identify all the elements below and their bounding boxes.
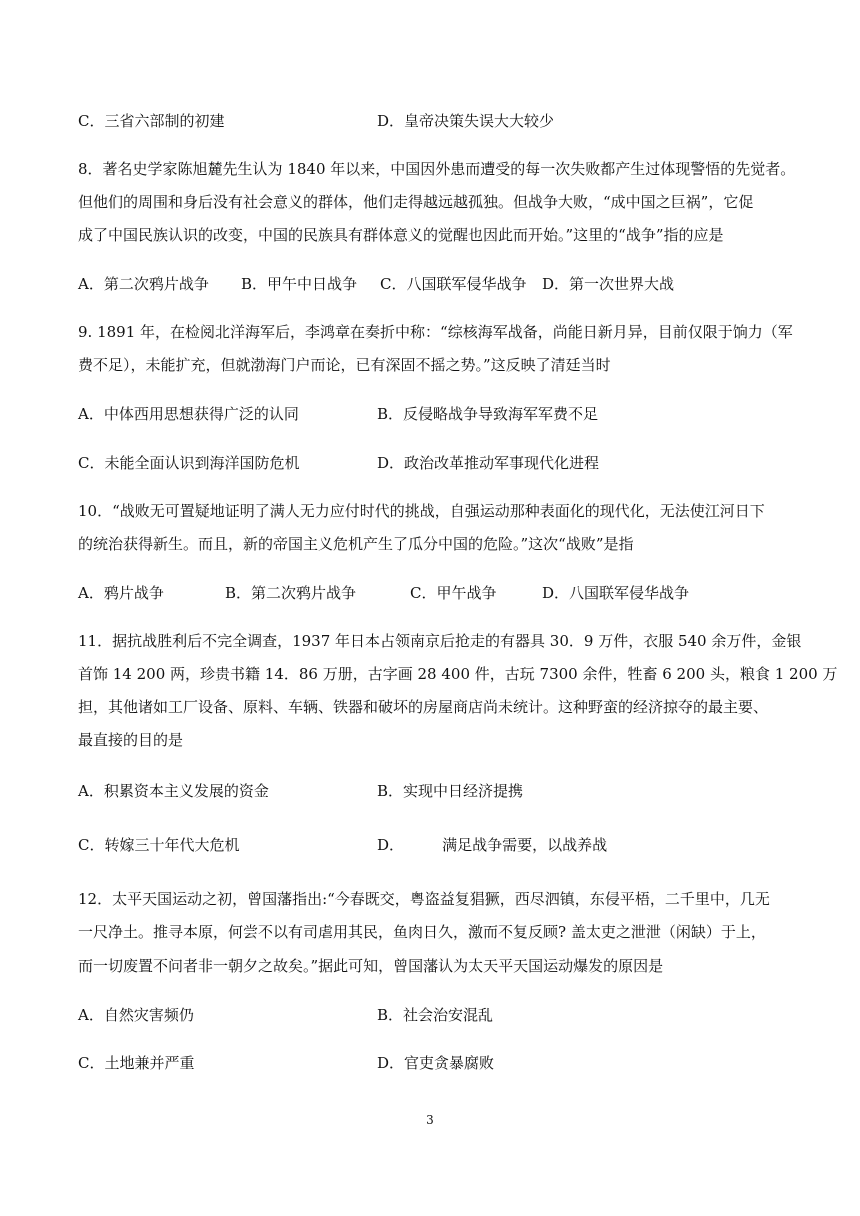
q10-option-b: B．第二次鸦片战争 bbox=[225, 584, 357, 602]
q9-option-d: D．政治改革推动军事现代化进程 bbox=[377, 454, 600, 472]
q12-option-a: A．自然灾害频仍 bbox=[78, 1006, 194, 1024]
q10-option-d: D．八国联军侵华战争 bbox=[542, 584, 690, 602]
q8-option-d: D．第一次世界大战 bbox=[542, 275, 675, 293]
q12-option-d: D．官吏贪暴腐败 bbox=[377, 1054, 495, 1072]
q8-option-b: B．甲午中日战争 bbox=[241, 275, 358, 293]
q12-option-b: B．社会治安混乱 bbox=[377, 1006, 494, 1024]
q10-option-c: C．甲午战争 bbox=[410, 584, 497, 602]
q10-stem-line-2: 的统治获得新生。而且，新的帝国主义危机产生了瓜分中国的危险。”这次“战败”是指 bbox=[78, 535, 634, 553]
q9-option-a: A．中体西用思想获得广泛的认同 bbox=[78, 405, 299, 423]
q8-stem-line-3: 成了中国民族认识的改变，中国的民族具有群体意义的觉醒也因此而开始。”这里的“战争”指的应是 bbox=[78, 226, 724, 244]
q9-option-b: B．反侵略战争导致海军军费不足 bbox=[377, 405, 599, 423]
q11-stem-line-2: 首饰 14 200 两，珍贵书籍 14．86 万册，古字画 28 400 件，古玩 7300 余件，牲畜 6 200 头，粮食 1 200 万 bbox=[78, 665, 838, 683]
page-number: 3 bbox=[426, 1113, 434, 1127]
q11-option-d: D． 满足战争需要，以战养战 bbox=[377, 836, 608, 854]
q8-option-a: A．第二次鸦片战争 bbox=[78, 275, 209, 293]
q8-option-c: C．八国联军侵华战争 bbox=[380, 275, 527, 293]
q9-stem-line-2: 费不足），未能扩充，但就渤海门户而论，已有深固不摇之势。”这反映了清廷当时 bbox=[78, 356, 611, 374]
q11-option-b: B．实现中日经济提携 bbox=[377, 782, 524, 800]
q11-stem-line-4: 最直接的目的是 bbox=[78, 731, 184, 749]
q11-stem-line-1: 11．据抗战胜利后不完全调查，1937 年日本占领南京后抢走的有器具 30．9 万件，衣服 540 余万件，金银 bbox=[78, 632, 802, 650]
q10-option-a: A．鸦片战争 bbox=[78, 584, 164, 602]
q9-option-c: C．未能全面认识到海洋国防危机 bbox=[78, 454, 300, 472]
q11-stem-line-3: 担，其他诸如工厂设备、原料、车辆、铁器和破坏的房屋商店尚未统计。这种野蛮的经济掠夺的最主要、 bbox=[78, 698, 769, 716]
q11-option-a: A．积累资本主义发展的资金 bbox=[78, 782, 269, 800]
q10-stem-line-1: 10．“战败无可置疑地证明了满人无力应付时代的挑战，自强运动那种表面化的现代化，无法使江河日下 bbox=[78, 502, 765, 520]
prev-option-c: C．三省六部制的初建 bbox=[78, 112, 225, 130]
q12-option-c: C．土地兼并严重 bbox=[78, 1054, 195, 1072]
q11-option-c: C．转嫁三十年代大危机 bbox=[78, 836, 240, 854]
q8-stem-line-1: 8．著名史学家陈旭麓先生认为 1840 年以来，中国因外患而遭受的每一次失败都产生过体现警悟的先觉者。 bbox=[78, 160, 796, 178]
q12-stem-line-3: 而一切废置不问者非一朝夕之故矣。”据此可知，曾国藩认为太天平天国运动爆发的原因是 bbox=[78, 957, 664, 975]
prev-option-d: D．皇帝决策失误大大较少 bbox=[377, 112, 555, 130]
q8-stem-line-2: 但他们的周围和身后没有社会意义的群体，他们走得越远越孤独。但战争大败，“成中国之巨祸”，它促 bbox=[78, 193, 754, 211]
q12-stem-line-1: 12．太平天国运动之初，曾国藩指出:“今春既交，粤盗益复猖獗，西尽泗镇，东侵平梧，二千里中，几无 bbox=[78, 890, 770, 908]
q9-stem-line-1: 9. 1891 年，在检阅北洋海军后，李鸿章在奏折中称：“综核海军战备，尚能日新月异，目前仅限于饷力（军 bbox=[78, 323, 793, 341]
q12-stem-line-2: 一尺净土。推寻本原，何尝不以有司虐用其民，鱼肉日久，激而不复反顾? 盖太吏之泄泄（闲缺）于上， bbox=[78, 923, 766, 941]
